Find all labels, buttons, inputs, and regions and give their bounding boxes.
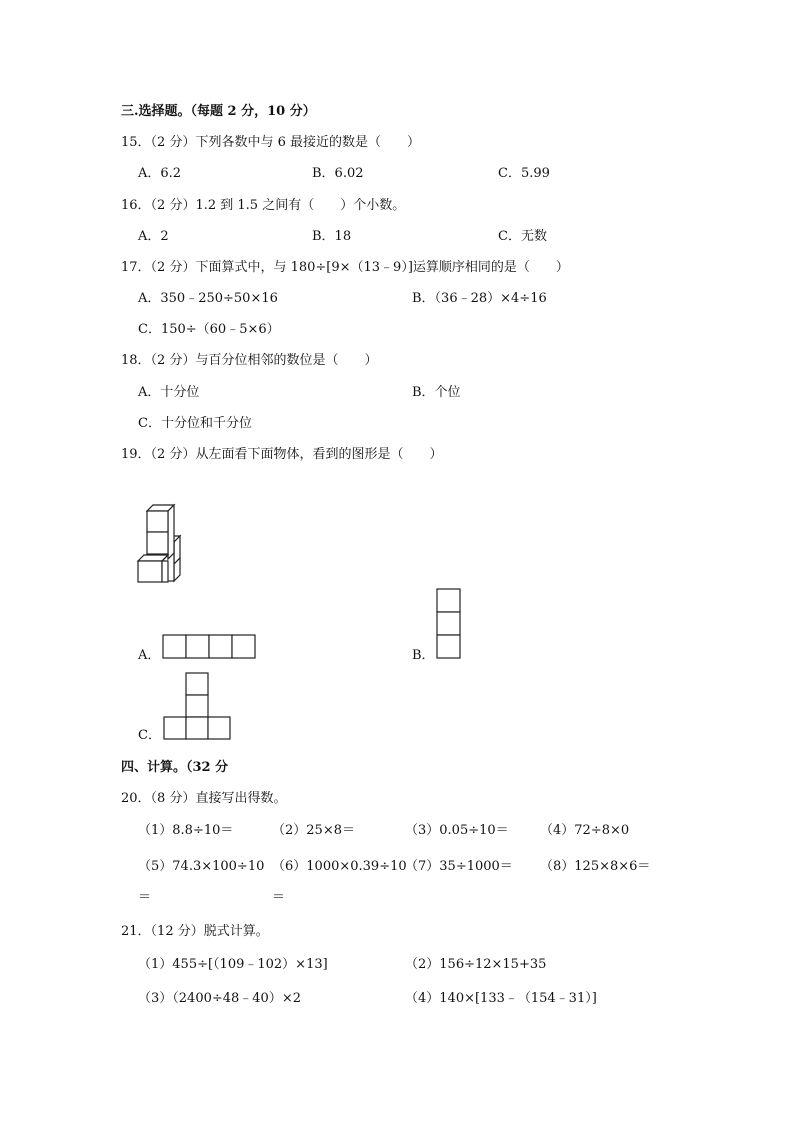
option-a: A．十分位	[138, 385, 200, 400]
calc-item: （2）25×8＝	[272, 823, 355, 838]
calc-item: （1）8.8÷10＝	[138, 823, 234, 838]
calc-item: （2）156÷12×15+35	[405, 957, 547, 972]
calc-item: （7）35÷1000＝	[405, 859, 513, 874]
option-b-figure	[436, 588, 461, 660]
option-a: A．	[138, 648, 161, 663]
question-stem: 19．（2 分）从左面看下面物体，看到的图形是（ ）	[121, 447, 443, 462]
calc-item: （4）72÷8×0	[540, 823, 630, 838]
option-a: A．6.2	[138, 166, 182, 181]
option-b: B．6.02	[312, 166, 364, 181]
option-c-figure	[162, 672, 234, 740]
question-stem: 15．（2 分）下列各数中与 6 最接近的数是（ ）	[121, 135, 420, 150]
section-3-heading: 三.选择题。（每题 2 分，10 分）	[121, 104, 316, 119]
question-stem: 17．（2 分）下面算式中，与 180÷[9×（13﹣9）]运算顺序相同的是（ ）	[121, 260, 569, 275]
option-a: A．2	[138, 229, 169, 244]
option-c: C．十分位和千分位	[138, 416, 252, 431]
option-c: C．无数	[498, 229, 547, 244]
option-b: B．个位	[412, 385, 461, 400]
option-b: B．（36﹣28）×4÷16	[412, 291, 547, 306]
calc-item: （1）455÷[（109﹣102）×13]	[138, 957, 328, 972]
stacked-cubes-figure	[130, 495, 190, 590]
question-stem: 16．（2 分）1.2 到 1.5 之间有（ ）个小数。	[121, 198, 406, 213]
calc-item: （6）1000×0.39÷10	[272, 859, 407, 874]
option-b: B．	[412, 648, 435, 663]
question-stem: 18．（2 分）与百分位相邻的数位是（ ）	[121, 353, 378, 368]
option-c: C．150÷（60﹣5×6）	[138, 322, 280, 337]
equals-sign: ＝	[272, 890, 286, 905]
option-a-figure	[162, 634, 256, 659]
option-b: B．18	[312, 229, 352, 244]
calc-item: （3）0.05÷10＝	[405, 823, 509, 838]
calc-item: （3）（2400÷48﹣40）×2	[138, 991, 301, 1006]
option-c: C．5.99	[498, 166, 550, 181]
section-4-heading: 四、计算。（32 分	[121, 760, 229, 775]
option-a: A．350﹣250÷50×16	[138, 291, 278, 306]
option-c: C．	[138, 728, 161, 743]
equals-sign: ＝	[138, 890, 152, 905]
calc-item: （8）125×8×6＝	[540, 859, 651, 874]
calc-item: （4）140×[133﹣（154﹣31）]	[405, 991, 597, 1006]
question-stem: 20．（8 分）直接写出得数。	[121, 791, 287, 806]
calc-item: （5）74.3×100÷10	[138, 859, 265, 874]
question-stem: 21．（12 分）脱式计算。	[121, 924, 269, 939]
